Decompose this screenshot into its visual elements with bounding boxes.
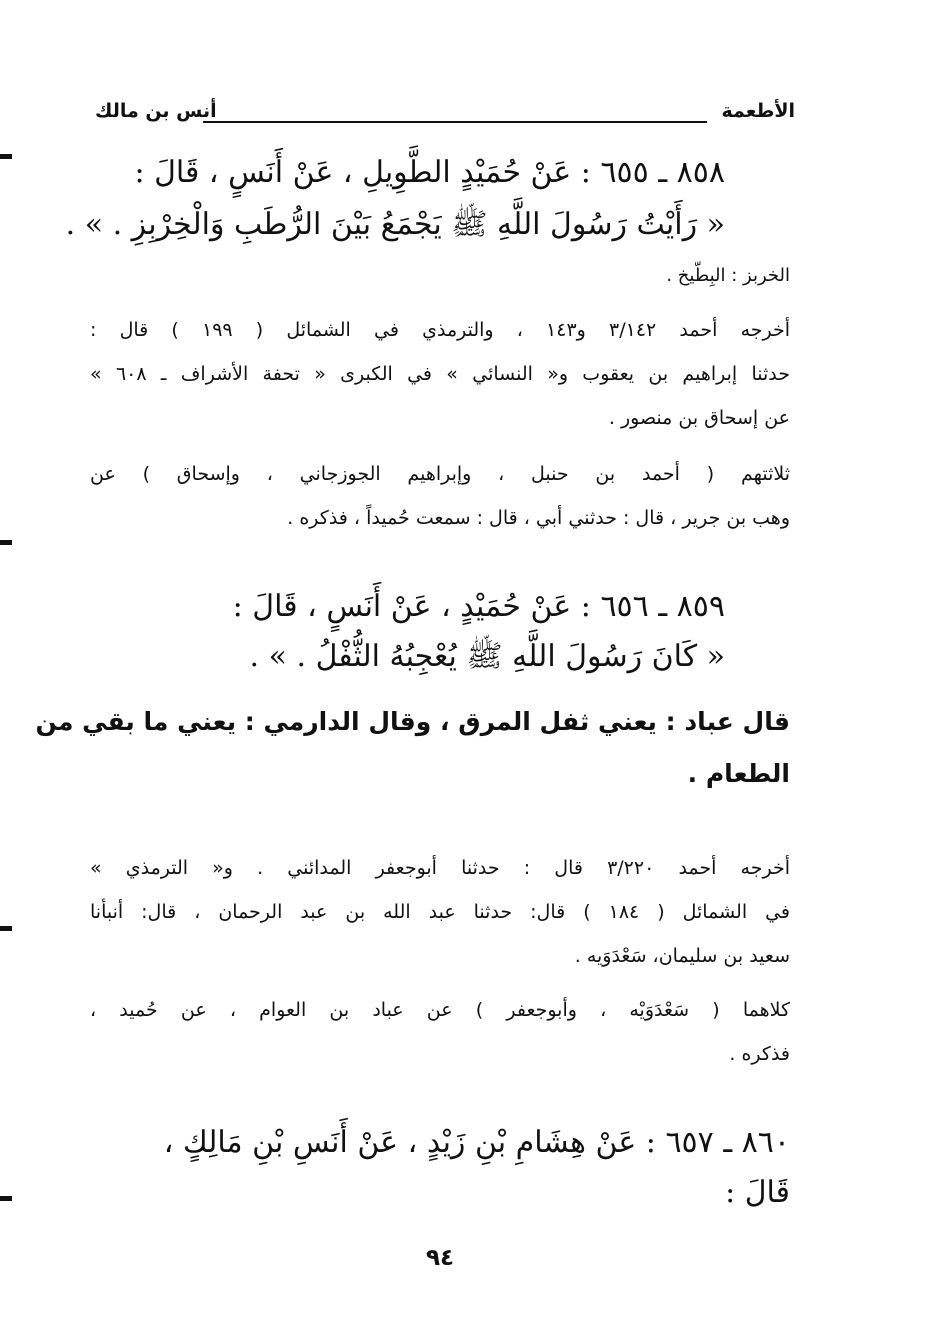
hadith-858 (134, 148, 725, 198)
margin-mark (0, 154, 12, 159)
hadith-858-line-1: ٨٥٨ ـ ٦٥٥ : عَنْ حُمَيْدٍ الطَّوِيلِ ، عَنْ أَنَسٍ ، قَالَ : (134, 155, 725, 190)
hadith-859-line-2: « كَانَ رَسُولَ اللَّهِ ﷺ يُعْجِبُهُ الثُّفْلُ . » . (249, 639, 725, 674)
hadith-860-line-1: ٨٦٠ ـ ٦٥٧ : عَنْ هِشَامِ بْنِ زَيْدٍ ، عَنْ أَنَسِ بْنِ مَالِكٍ ، (163, 1125, 790, 1160)
takhrij-858-line-2: حدثنا إبراهيم بن يعقوب و« النسائي » في الكبرى « تحفة الأشراف ـ ٦٠٨ » (90, 363, 790, 385)
takhrij-859-sources (90, 846, 790, 978)
takhrij-859-chain (90, 988, 790, 1076)
hadith-860-line-2: قَالَ : (725, 1175, 790, 1210)
takhrij-858-chain (90, 452, 790, 540)
hadith-859-line-1: ٨٥٩ ـ ٦٥٦ : عَنْ حُمَيْدٍ ، عَنْ أَنَسٍ ، قَالَ : (232, 589, 725, 624)
hadith-858-text (65, 200, 725, 250)
margin-mark (0, 926, 12, 931)
page-number: ٩٤ (425, 1245, 455, 1271)
takhrij-858-line-1: أخرجه أحمد ٣/١٤٢ و١٤٣ ، والترمذي في الشمائل ( ١٩٩ ) قال : (90, 319, 791, 341)
takhrij-858-chain-line-2: وهب بن جرير ، قال : حدثني أبي ، قال : سمعت حُميداً ، فذكره . (287, 507, 790, 529)
takhrij-859-chain-line-2: فذكره . (729, 1043, 790, 1065)
comment-859 (35, 696, 790, 800)
takhrij-859-line-1: أخرجه أحمد ٣/٢٢٠ قال : حدثنا أبوجعفر المدائني . و« الترمذي » (90, 857, 790, 879)
takhrij-858-line-3: عن إسحاق بن منصور . (608, 407, 790, 429)
hadith-859 (165, 582, 725, 682)
margin-mark (0, 540, 12, 545)
hadith-858-line-2: « رَأَيْتُ رَسُولَ اللَّهِ ﷺ يَجْمَعُ بَيْنَ الرُّطَبِ وَالْخِرْبِزِ . » . (65, 207, 725, 242)
comment-859-line-1: قال عباد : يعني ثفل المرق ، وقال الدارمي : يعني ما بقي من (35, 707, 790, 736)
takhrij-858-chain-line-1: ثلاثتهم ( أحمد بن حنبل ، وإبراهيم الجوزجاني ، وإسحاق ) عن (90, 463, 790, 485)
takhrij-859-line-3: سعيد بن سليمان، سَعْدَوَيه . (574, 945, 790, 967)
hadith-860 (163, 1118, 790, 1218)
takhrij-859-line-2: في الشمائل ( ١٨٤ ) قال: حدثنا عبد الله بن عبد الرحمان ، قال: أنبأنا (90, 901, 790, 923)
takhrij-859-chain-line-1: كلاهما ( سَعْدَوَيْه ، وأبوجعفر ) عن عباد بن العوام ، عن حُميد ، (90, 999, 790, 1021)
margin-mark (0, 1196, 12, 1201)
takhrij-858-sources (90, 308, 790, 440)
narrator-name: أنس بن مالك (95, 100, 217, 122)
running-header (95, 100, 795, 130)
gloss-858 (390, 262, 790, 290)
header-rule (203, 121, 707, 123)
section-title: الأطعمة (721, 100, 795, 122)
gloss-858-text: الخربز : البِطّيخ . (666, 265, 790, 286)
comment-859-line-2: الطعام . (687, 759, 790, 788)
